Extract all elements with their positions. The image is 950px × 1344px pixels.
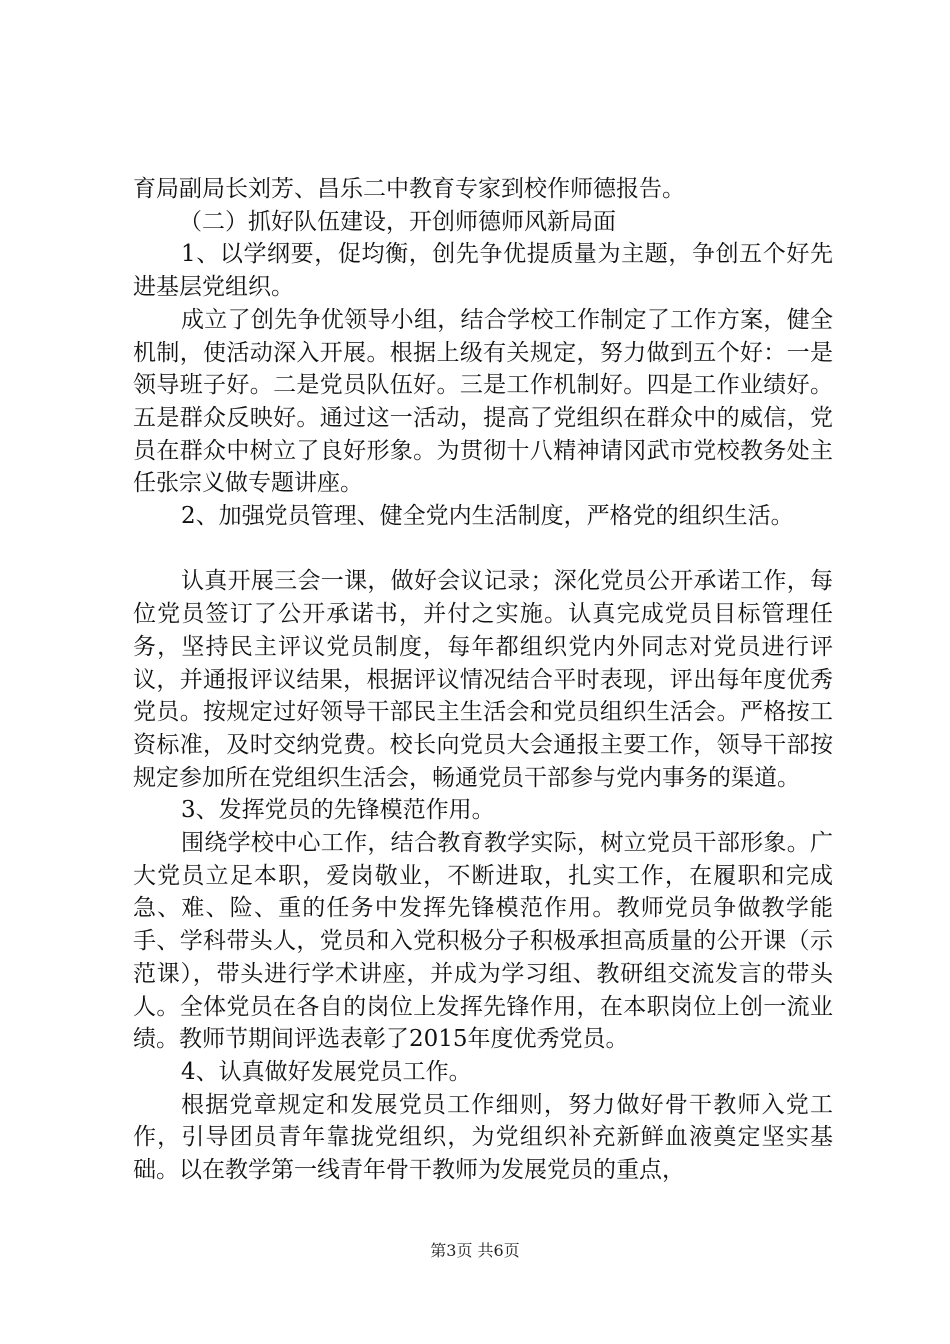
- item-heading-4: 4、认真做好发展党员工作。: [181, 1058, 472, 1085]
- paragraph-2: 认真开展三会一课，做好会议记录；深化党员公开承诺工作，每位党员签订了公开承诺书，并付之实施。认真完成党员目标管理任务，坚持民主评议党员制度，每年都组织党内外同志对党员进行评议，并通报评议结果，根据评议情况结合平时表现，评出每年度优秀党员。按规定过好领导干部民主生活会和党员组织生活会。严格按工资标准，及时交纳党费。校长向党员大会通报主要工作，领导干部按规定参加所在党组织生活会，畅通党员干部参与党内事务的渠道。: [133, 568, 833, 791]
- blank-line: [133, 533, 833, 566]
- paragraph-continuation: 育局副局长刘芳、昌乐二中教育专家到校作师德报告。: [133, 176, 685, 202]
- page-number-footer: 第3页 共6页: [430, 1241, 520, 1260]
- paragraph-4: 根据党章规定和发展党员工作细则，努力做好骨干教师入党工作，引导团员青年靠拢党组织，为党组织补充新鲜血液奠定坚实基础。以在教学第一线青年骨干教师为发展党员的重点，: [133, 1091, 833, 1184]
- item-heading-3: 3、发挥党员的先锋模范作用。: [181, 797, 495, 824]
- item-heading-1: 1、以学纲要，促均衡，创先争优提质量为主题，争创五个好先进基层党组织。: [133, 241, 833, 301]
- section-heading: （二）抓好队伍建设，开创师德师风新局面: [179, 208, 616, 235]
- paragraph-3: 围绕学校中心工作，结合教育教学实际，树立党员干部形象。广大党员立足本职，爱岗敬业，不断进取，扎实工作，在履职和完成急、难、险、重的任务中发挥先锋模范作用。教师党员争做教学能手、学科带头人，党员和入党积极分子积极承担高质量的公开课（示范课），带头进行学术讲座，并成为学习组、教研组交流发言的带头人。全体党员在各自的岗位上发挥先锋作用，在本职岗位上创一流业绩。教师节期间评选表彰了2015年度优秀党员。: [133, 830, 833, 1053]
- document-body: [133, 173, 833, 1187]
- item-heading-2: 2、加强党员管理、健全党内生活制度，严格党的组织生活。: [181, 503, 794, 530]
- paragraph-1: 成立了创先争优领导小组，结合学校工作制定了工作方案，健全机制，使活动深入开展。根据上级有关规定，努力做到五个好：一是领导班子好。二是党员队伍好。三是工作机制好。四是工作业绩好。五是群众反映好。通过这一活动，提高了党组织在群众中的威信，党员在群众中树立了良好形象。为贯彻十八精神请冈武市党校教务处主任张宗义做专题讲座。: [133, 306, 833, 497]
